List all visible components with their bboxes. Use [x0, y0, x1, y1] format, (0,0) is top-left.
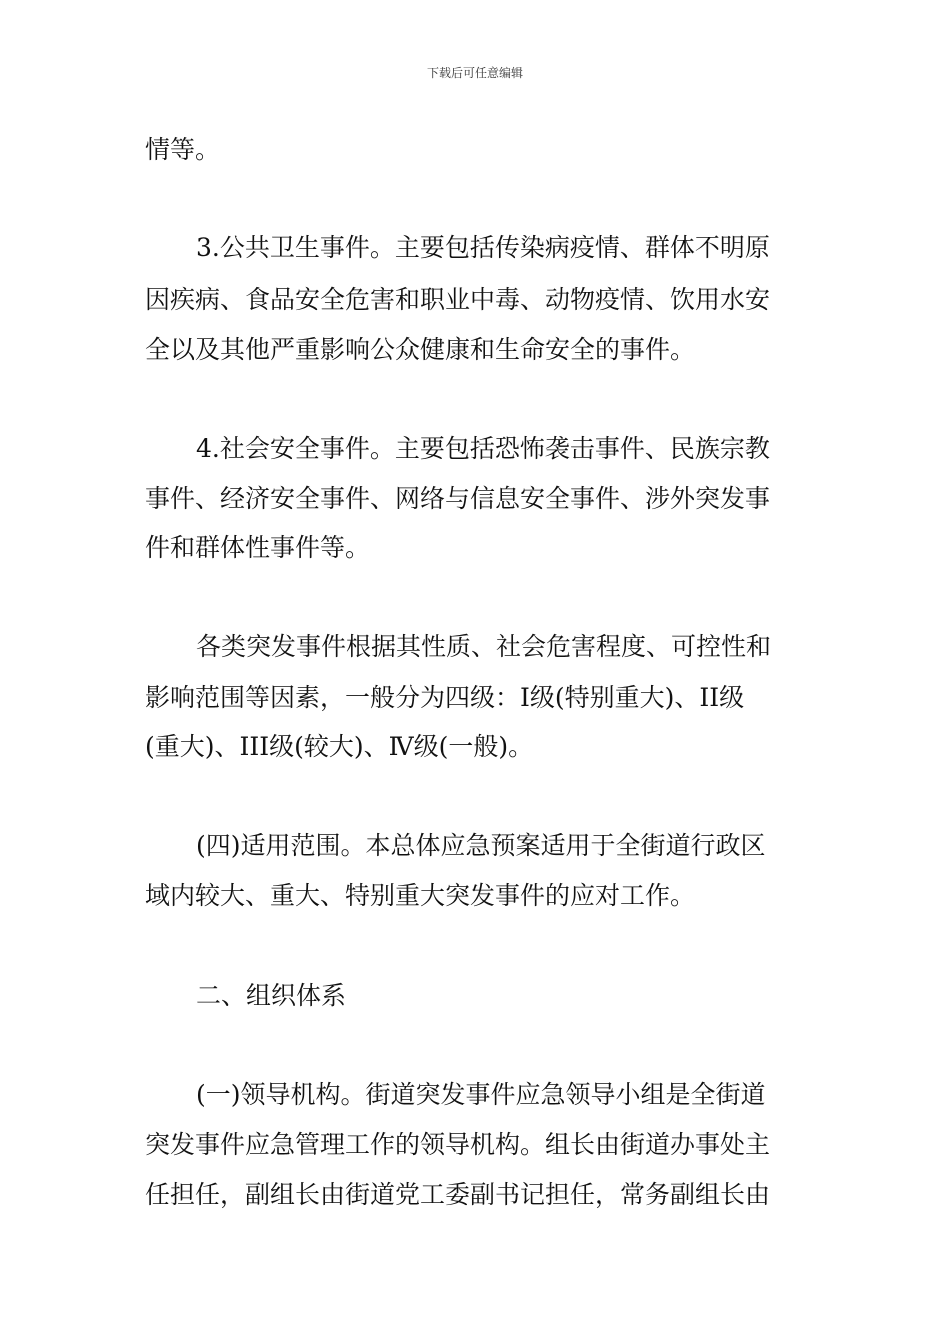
paragraph-2-line-0: 4.社会安全事件。主要包括恐怖袭击事件、民族宗教	[196, 434, 770, 463]
paragraph-3-line-2: (重大)、III级(较大)、Ⅳ级(一般)。	[145, 732, 534, 761]
paragraph-3-line-1: 影响范围等因素，一般分为四级：Ⅰ级(特别重大)、II级	[145, 683, 745, 712]
paragraph-1-line-1: 因疾病、食品安全危害和职业中毒、动物疫情、饮用水安	[145, 285, 771, 314]
paragraph-4-line-1: 域内较大、重大、特别重大突发事件的应对工作。	[145, 881, 696, 910]
paragraph-6-line-2: 任担任，副组长由街道党工委副书记担任，常务副组长由	[145, 1180, 771, 1209]
paragraph-2-line-2: 件和群体性事件等。	[145, 533, 371, 562]
paragraph-3-line-0: 各类突发事件根据其性质、社会危害程度、可控性和	[196, 632, 772, 661]
section-heading: 二、组织体系	[196, 981, 347, 1010]
paragraph-4-line-0: (四)适用范围。本总体应急预案适用于全街道行政区	[196, 831, 766, 860]
paragraph-2-line-1: 事件、经济安全事件、网络与信息安全事件、涉外突发事	[145, 484, 771, 513]
paragraph-0-line-0: 情等。	[145, 135, 221, 164]
paragraph-6-line-0: (一)领导机构。街道突发事件应急领导小组是全街道	[196, 1080, 766, 1109]
paragraph-1-line-0: 3.公共卫生事件。主要包括传染病疫情、群体不明原	[196, 233, 770, 262]
page-header-note: 下载后可任意编辑	[426, 66, 523, 80]
paragraph-6-line-1: 突发事件应急管理工作的领导机构。组长由街道办事处主	[145, 1130, 771, 1159]
paragraph-1-line-2: 全以及其他严重影响公众健康和生命安全的事件。	[145, 335, 696, 364]
